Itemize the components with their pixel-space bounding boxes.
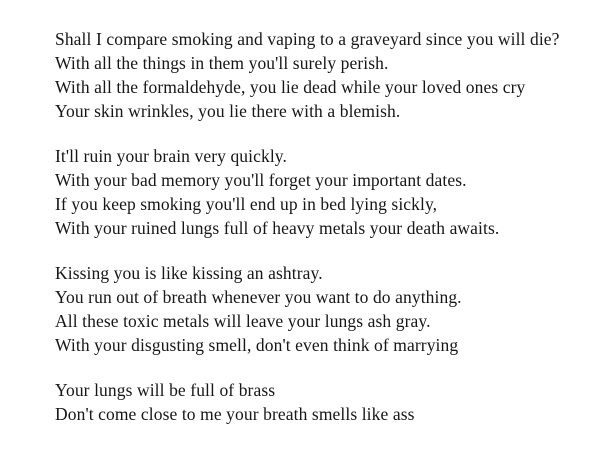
poem-line: With your ruined lungs full of heavy metals your death awaits. <box>55 218 500 238</box>
poem-line: All these toxic metals will leave your lungs ash gray. <box>55 311 431 331</box>
poem-line: Kissing you is like kissing an ashtray. <box>55 263 323 283</box>
stanza-2 <box>55 144 600 240</box>
poem-line: With your disgusting smell, don't even think of marrying <box>55 335 459 355</box>
poem-line: With your bad memory you'll forget your important dates. <box>55 170 467 190</box>
poem-line: Your lungs will be full of brass <box>55 380 276 400</box>
poem-line: It'll ruin your brain very quickly. <box>55 146 287 166</box>
poem-line: Your skin wrinkles, you lie there with a blemish. <box>55 101 401 121</box>
stanza-3 <box>55 261 600 357</box>
stanza-1 <box>55 27 600 123</box>
poem-line: You run out of breath whenever you want to do anything. <box>55 287 462 307</box>
poem-line: If you keep smoking you'll end up in bed lying sickly, <box>55 194 438 214</box>
poem-line: Don't come close to me your breath smells like ass <box>55 404 415 424</box>
poem-line: With all the formaldehyde, you lie dead while your loved ones cry <box>55 77 526 97</box>
poem-line: Shall I compare smoking and vaping to a graveyard since you will die? <box>55 29 560 49</box>
poem-line: With all the things in them you'll surely perish. <box>55 53 389 73</box>
stanza-4-couplet <box>55 378 600 426</box>
